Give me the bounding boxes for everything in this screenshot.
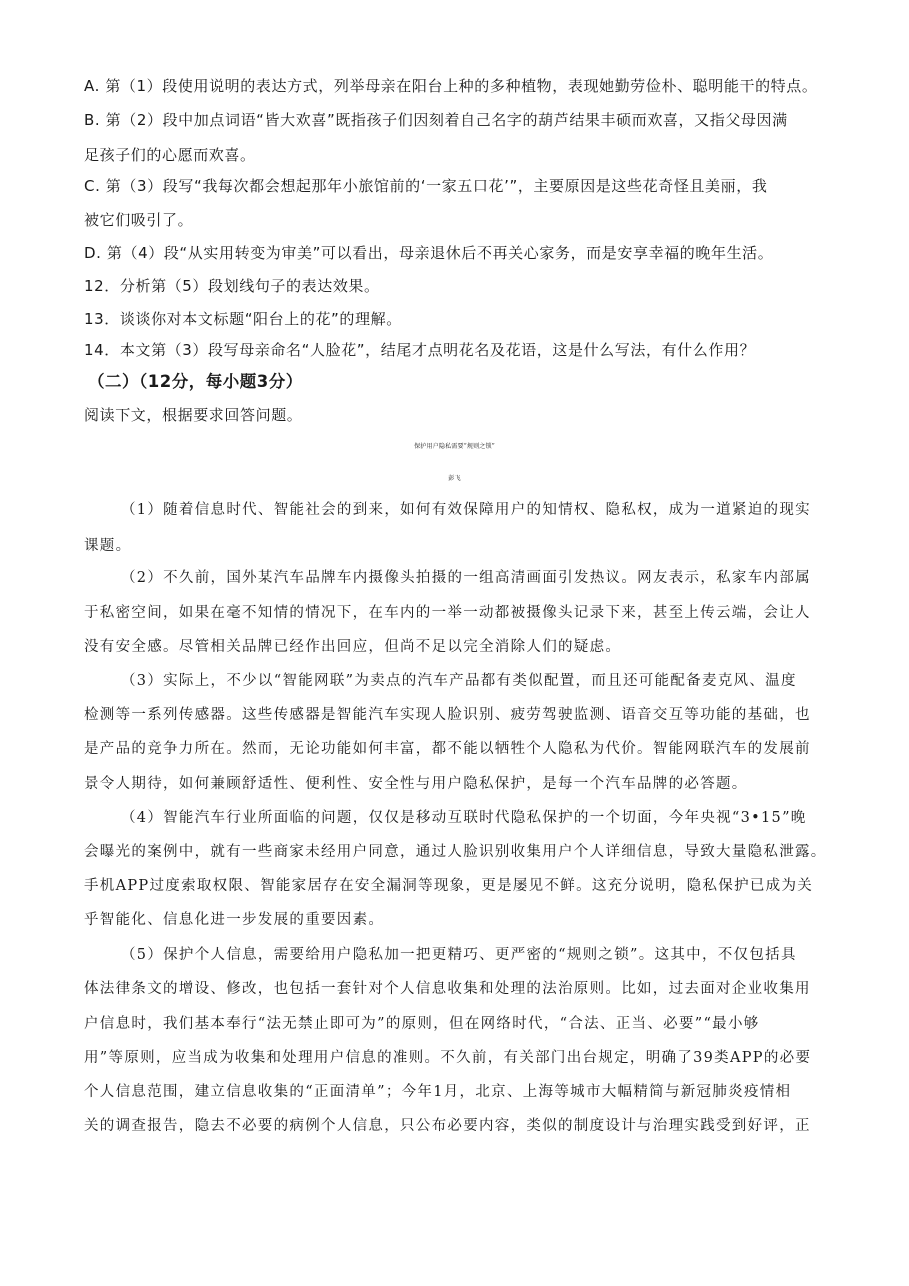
article-para-3-line-3: 是产品的竞争力所在。然而，无论功能如何丰富，都不能以牺牲个人隐私为代价。智能网联汽车的发展前 [84, 741, 811, 757]
article-para-4-line-2: 会曝光的案例中，就有一些商家未经用户同意，通过人脸识别收集用户个人详细信息，导致大量隐私泄露。 [84, 844, 827, 860]
article-para-3-line-1: （3）实际上，不少以“智能网联”为卖点的汽车产品都有类似配置，而且还可能配备麦克风、温度 [121, 673, 797, 689]
article-title: 保护用户隐私需要“规则之锁” [414, 443, 495, 450]
article-para-2-line-2: 于私密空间，如果在毫不知情的情况下，在车内的一举一动都被摄像头记录下来，甚至上传云端，会让人 [84, 605, 811, 621]
question-13: 13．谈谈你对本文标题“阳台上的花”的理解。 [84, 310, 402, 328]
article-para-5-line-4: 用”等原则，应当成为收集和处理用户信息的准则。不久前，有关部门出台规定，明确了39类APP的必要 [84, 1050, 812, 1066]
section-heading: （二）（12分，每小题3分） [88, 372, 303, 391]
option-a-line-1: A. 第（1）段使用说明的表达方式，列举母亲在阳台上种的多种植物，表现她勤劳俭朴、聪明能干的特点。 [84, 77, 818, 95]
option-c-line-2: 被它们吸引了。 [84, 211, 194, 229]
article-para-5-line-1: （5）保护个人信息，需要给用户隐私加一把更精巧、更严密的“规则之锁”。这其中，不仅包括具 [121, 947, 797, 963]
article-para-4-line-3: 手机APP过度索取权限、智能家居存在安全漏洞等现象，更是屡见不鲜。这充分说明，隐私保护已成为关 [84, 878, 814, 894]
option-c-line-1: C. 第（3）段写“我每次都会想起那年小旅馆前的‘一家五口花’”，主要原因是这些花奇怪且美丽，我 [84, 177, 768, 195]
question-14: 14．本文第（3）段写母亲命名“人脸花”，结尾才点明花名及花语，这是什么写法，有什么作用？ [84, 341, 756, 359]
article-para-2-line-1: （2）不久前，国外某汽车品牌车内摄像头拍摄的一组高清画面引发热议。网友表示，私家车内部属 [121, 570, 811, 586]
article-para-1-line-1: （1）随着信息时代、智能社会的到来，如何有效保障用户的知情权、隐私权，成为一道紧迫的现实 [121, 502, 811, 518]
article-para-3-line-2: 检测等一系列传感器。这些传感器是智能汽车实现人脸识别、疲劳驾驶监测、语音交互等功能的基础，也 [84, 707, 811, 723]
question-12: 12．分析第（5）段划线句子的表达效果。 [84, 277, 380, 295]
option-b-line-1: B. 第（2）段中加点词语“皆大欢喜”既指孩子们因刻着自己名字的葫芦结果丰硕而欢喜，又指父母因满 [84, 111, 788, 129]
article-para-2-line-3: 没有安全感。尽管相关品牌已经作出回应，但尚不足以完全消除人们的疑虑。 [84, 639, 622, 655]
article-para-1-line-2: 课题。 [84, 538, 132, 554]
article-para-3-line-4: 景令人期待，如何兼顾舒适性、便利性、安全性与用户隐私保护，是每一个汽车品牌的必答题。 [84, 776, 748, 792]
article-para-5-line-2: 体法律条文的增设、修改，也包括一套针对个人信息收集和处理的法治原则。比如，过去面对企业收集用 [84, 981, 811, 997]
option-b-line-2: 足孩子们的心愿而欢喜。 [84, 146, 256, 164]
section-instruction: 阅读下文，根据要求回答问题。 [84, 406, 303, 424]
article-para-5-line-3: 户信息时，我们基本奉行“法无禁止即可为”的原则，但在网络时代，“合法、正当、必要”“最小够 [84, 1016, 760, 1032]
article-para-5-line-6: 关的调查报告，隐去不必要的病例个人信息，只公布必要内容，类似的制度设计与治理实践受到好评，正 [84, 1118, 811, 1134]
article-para-5-line-5: 个人信息范围，建立信息收集的“正面清单”；今年1月，北京、上海等城市大幅精简与新冠肺炎疫情相 [84, 1084, 792, 1100]
article-author: 彭飞 [448, 475, 461, 482]
article-para-4-line-4: 乎智能化、信息化进一步发展的重要因素。 [84, 912, 385, 928]
article-para-4-line-1: （4）智能汽车行业所面临的问题，仅仅是移动互联时代隐私保护的一个切面，今年央视“3•15”晚 [121, 810, 807, 826]
option-d-line-1: D. 第（4）段“从实用转变为审美”可以看出，母亲退休后不再关心家务，而是安享幸福的晚年生活。 [84, 244, 774, 262]
